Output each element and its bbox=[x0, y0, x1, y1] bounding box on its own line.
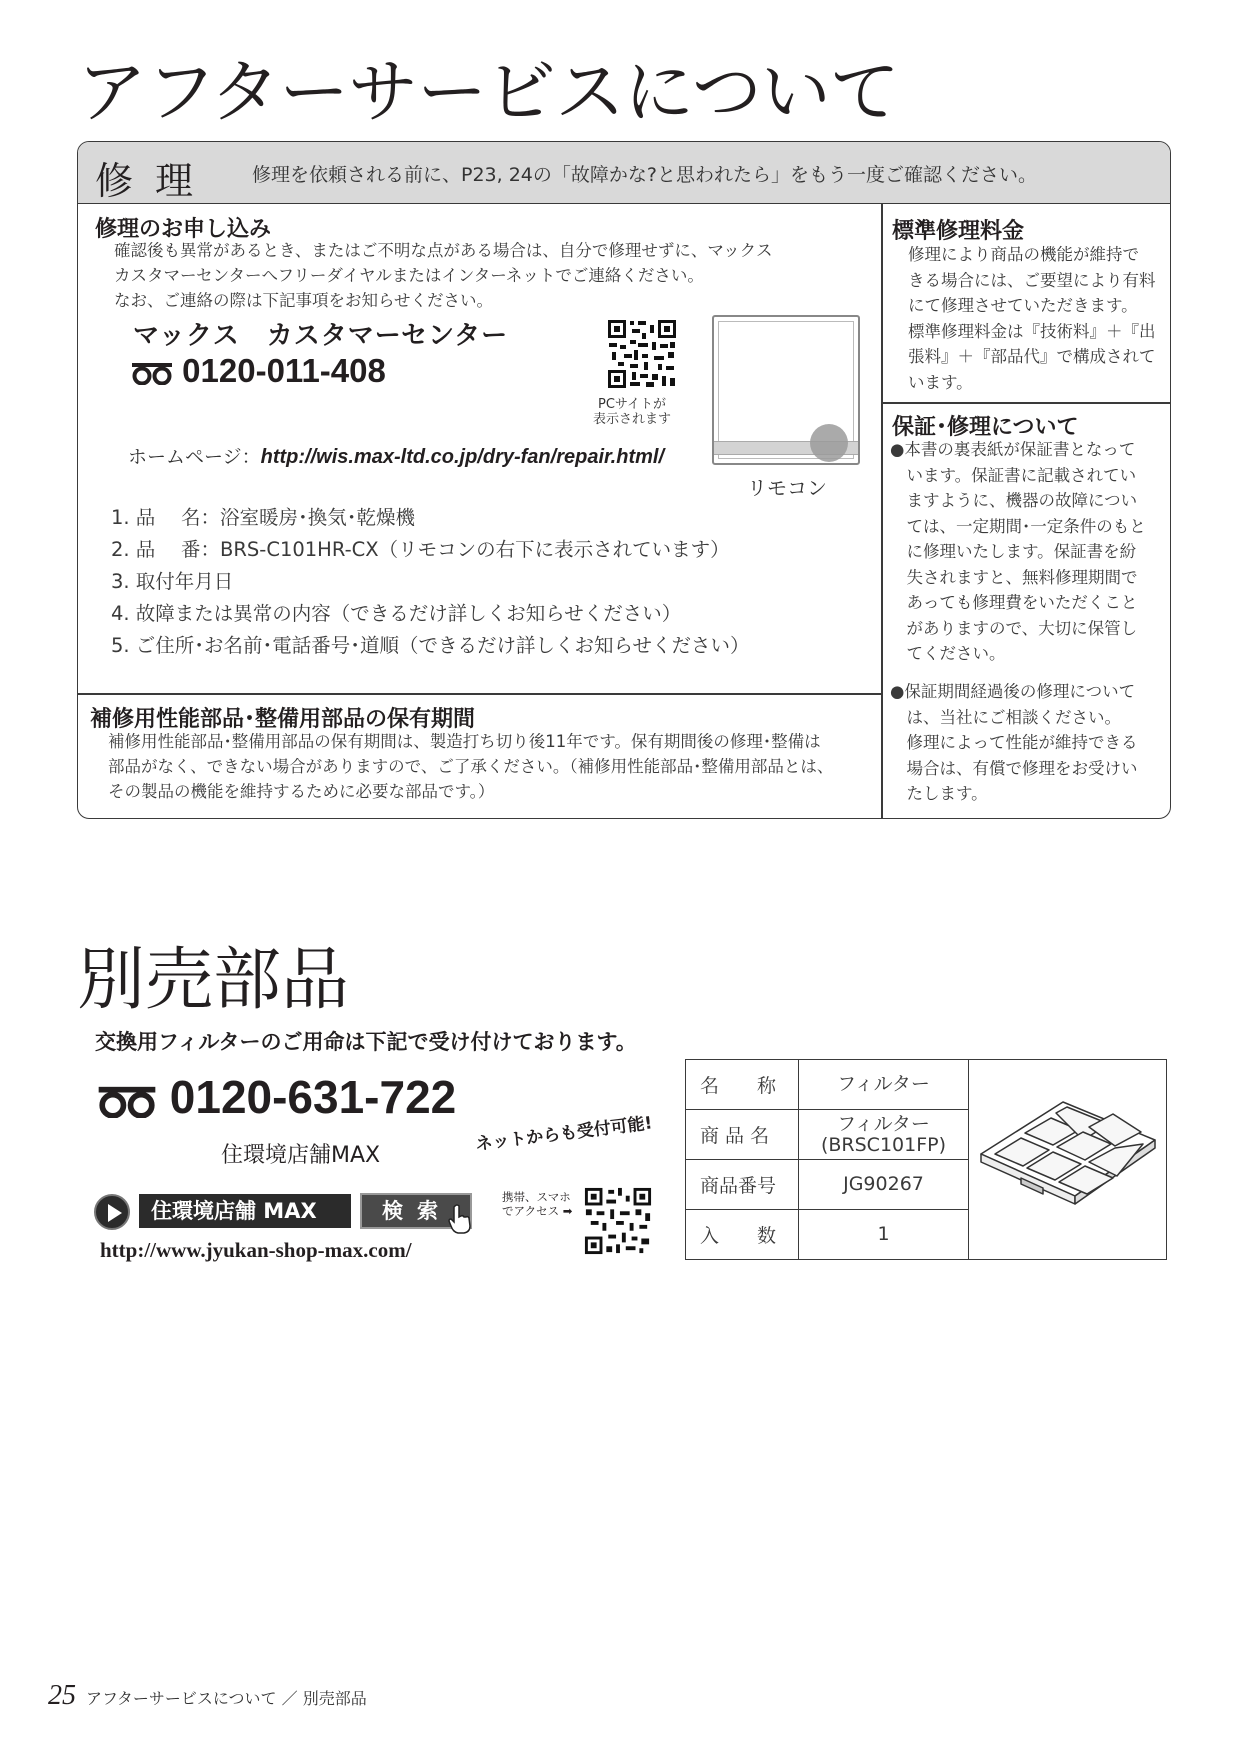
fee-line: 標準修理料金は『技術料』＋『出 bbox=[908, 321, 1156, 341]
parts-phone-number: 0120-631-722 bbox=[169, 1071, 457, 1123]
parts-intro: 交換用フィルターのご用命は下記で受け付けております。 bbox=[95, 1030, 637, 1054]
shop-name: 住環境店舗MAX bbox=[221, 1143, 381, 1168]
remote-control-illustration bbox=[712, 315, 860, 465]
spec-label: 入 数 bbox=[686, 1210, 799, 1260]
homepage-row bbox=[128, 442, 664, 469]
spec-label: 商品番号 bbox=[686, 1160, 799, 1210]
spec-value: JG90267 bbox=[799, 1160, 969, 1210]
warranty-line: がありますので、大切に保管し bbox=[890, 618, 1138, 638]
phone-number: 0120-011-408 bbox=[182, 352, 386, 389]
fee-line: 修理により商品の機能が維持で bbox=[908, 245, 1139, 264]
list-item: 3. 取付年月日 bbox=[111, 570, 234, 593]
standard-fee-text bbox=[908, 242, 1156, 395]
search-button[interactable]: 検索 bbox=[360, 1193, 472, 1229]
spec-value: 1 bbox=[799, 1210, 969, 1260]
list-item: 4. 故障または異常の内容（できるだけ詳しくお知らせください） bbox=[111, 602, 682, 625]
parts-retention-line: 部品がなく、できない場合がありますので、ご了承ください。（補修用性能部品･整備用部品とは、 bbox=[108, 757, 834, 776]
remote-label: リモコン bbox=[747, 476, 827, 500]
parts-retention-line: 補修用性能部品･整備用部品の保有期間は、製造打ち切り後11年です。保有期間後の修理･整備は bbox=[108, 732, 821, 751]
product-name-line: フィルター bbox=[837, 1112, 930, 1135]
list-item: 2. 品 番：BRS-C101HR-CX（リモコンの右下に表示されています） bbox=[111, 538, 730, 561]
free-dial-icon bbox=[131, 361, 173, 385]
list-item: 1. 品 名：浴室暖房･換気･乾燥機 bbox=[111, 506, 416, 529]
request-text bbox=[114, 238, 773, 313]
customer-center-name: マックス カスタマーセンター bbox=[133, 321, 509, 351]
repair-header bbox=[78, 142, 1170, 204]
warranty-line: 場合は、有償で修理をお受けい bbox=[890, 758, 1138, 778]
fee-line: います。 bbox=[908, 372, 973, 392]
mobile-access-label bbox=[502, 1190, 572, 1218]
qr-caption bbox=[593, 397, 671, 427]
filter-spec-table bbox=[685, 1059, 1167, 1260]
warranty-heading: 保証･修理について bbox=[892, 415, 1079, 440]
spec-value: フィルター bbox=[799, 1060, 969, 1110]
warranty-line: てください。 bbox=[890, 644, 1006, 663]
mobile-label-line: 携帯、スマホ bbox=[502, 1190, 571, 1204]
parts-retention-heading: 補修用性能部品･整備用部品の保有期間 bbox=[90, 707, 476, 732]
shop-url-link[interactable]: http://www.jyukan-shop-max.com/ bbox=[100, 1238, 412, 1262]
footer-text: アフターサービスについて ／ 別売部品 bbox=[86, 1689, 367, 1708]
mobile-qr-code-icon[interactable] bbox=[583, 1186, 653, 1256]
qr-code-icon[interactable] bbox=[606, 318, 678, 390]
warranty-text-2 bbox=[890, 679, 1138, 807]
mobile-label-line: でアクセス ➡ bbox=[502, 1204, 573, 1218]
warranty-line: ては、一定期間･一定条件のもと bbox=[890, 516, 1146, 536]
parts-retention-line: その製品の機能を維持するために必要な部品です。） bbox=[108, 782, 495, 801]
repair-box bbox=[77, 141, 1171, 819]
remote-label-position-marker bbox=[810, 424, 848, 462]
spec-label: 名 称 bbox=[686, 1060, 799, 1110]
contact-items-list bbox=[111, 502, 749, 662]
qr-caption-line: 表示されます bbox=[593, 412, 672, 427]
product-name-line: (BRSC101FP) bbox=[820, 1133, 947, 1156]
request-line: カスタマーセンターへフリーダイヤルまたはインターネットでご連絡ください。 bbox=[114, 266, 704, 285]
fee-line: きる場合には、ご要望により有料 bbox=[908, 270, 1156, 290]
column-divider bbox=[881, 204, 883, 819]
play-icon[interactable] bbox=[94, 1194, 130, 1230]
homepage-label: ホームページ： bbox=[128, 446, 261, 468]
net-order-note: ネットからも受付可能! bbox=[474, 1113, 654, 1155]
left-row-divider bbox=[78, 693, 882, 695]
table-row bbox=[686, 1060, 1167, 1110]
shop-search-keyword: 住環境店舗 MAX bbox=[139, 1194, 351, 1228]
request-heading: 修理のお申し込み bbox=[95, 217, 272, 242]
warranty-line: に修理いたします。保証書を紛 bbox=[890, 542, 1137, 561]
free-dial-icon bbox=[97, 1084, 157, 1118]
homepage-url-link[interactable]: http://wis.max-ltd.co.jp/dry-fan/repair.html/ bbox=[260, 446, 665, 468]
warranty-text-1 bbox=[890, 437, 1146, 667]
pointer-hand-icon bbox=[448, 1204, 472, 1234]
filter-image-cell bbox=[969, 1060, 1167, 1260]
warranty-line: 修理によって性能が維持できる bbox=[890, 733, 1138, 752]
warranty-line: たします。 bbox=[890, 784, 988, 803]
warranty-line: ●本書の裏表紙が保証書となって bbox=[890, 440, 1136, 459]
repair-header-note: 修理を依頼される前に、P23, 24の「故障かな?と思われたら」をもう一度ご確認ください。 bbox=[252, 164, 1037, 186]
warranty-line: あっても修理費をいただくこと bbox=[890, 593, 1138, 612]
parts-phone bbox=[97, 1070, 456, 1124]
list-item: 5. ご住所･お名前･電話番号･道順（できるだけ詳しくお知らせください） bbox=[111, 634, 750, 657]
warranty-line: は、当社にご相談ください。 bbox=[890, 707, 1121, 727]
page-title: アフターサービスについて bbox=[77, 51, 899, 133]
fee-line: にて修理させていただきます。 bbox=[908, 296, 1138, 315]
fee-line: 張料』＋『部品代』で構成されて bbox=[908, 347, 1156, 366]
repair-header-title: 修理 bbox=[95, 159, 216, 203]
customer-center-phone bbox=[131, 352, 386, 390]
request-line: なお、ご連絡の際は下記事項をお知らせください。 bbox=[114, 291, 494, 310]
spec-value bbox=[799, 1110, 969, 1160]
filter-illustration bbox=[975, 1092, 1161, 1222]
parts-section-title: 別売部品 bbox=[77, 941, 350, 1020]
warranty-line: ますように、機器の故障につい bbox=[890, 491, 1138, 510]
standard-fee-heading: 標準修理料金 bbox=[892, 219, 1025, 244]
request-line: 確認後も異常があるとき、またはご不明な点がある場合は、自分で修理せずに、マックス bbox=[114, 241, 773, 260]
warranty-line: 失されますと、無料修理期間で bbox=[890, 567, 1138, 587]
spec-label: 商 品 名 bbox=[686, 1110, 799, 1160]
parts-retention-text bbox=[108, 729, 833, 804]
page-number: 25 bbox=[48, 1680, 76, 1711]
page-footer bbox=[48, 1680, 367, 1712]
warranty-line: ●保証期間経過後の修理について bbox=[890, 682, 1136, 701]
warranty-line: います。保証書に記載されてい bbox=[890, 465, 1137, 485]
right-row-divider bbox=[882, 402, 1171, 404]
qr-caption-line: PCサイトが bbox=[598, 397, 667, 412]
